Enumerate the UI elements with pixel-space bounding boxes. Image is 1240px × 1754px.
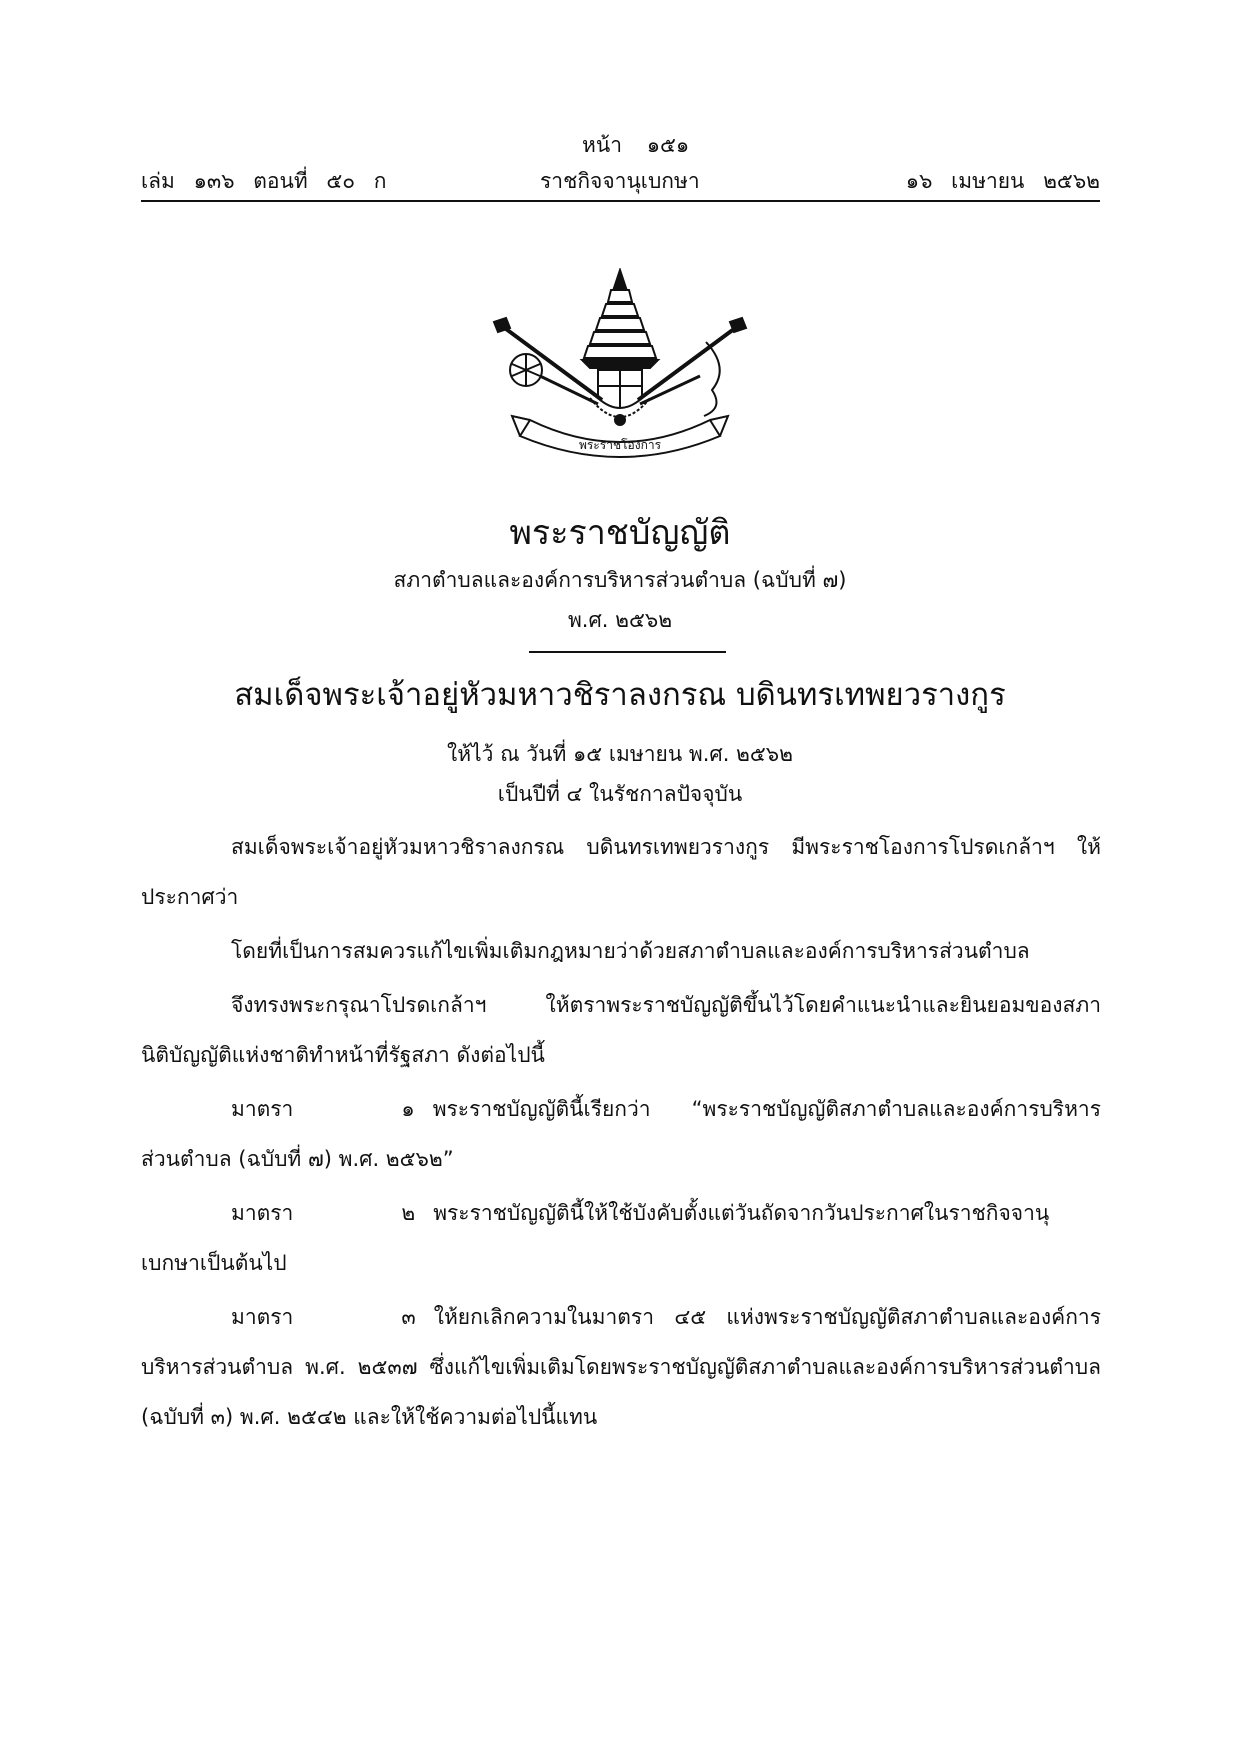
page-number: ๑๕๑: [646, 133, 690, 157]
volume-info: เล่ม ๑๓๖ ตอนที่ ๕๐ ก: [141, 169, 387, 193]
reason-paragraph: โดยที่เป็นการสมควรแก้ไขเพิ่มเติมกฎหมายว่าด้วยสภาตำบลและองค์การบริหารส่วนตำบล: [231, 939, 1030, 963]
section-number: ๓: [401, 1305, 416, 1329]
act-body: [141, 822, 1101, 1446]
given-date: ให้ไว้ ณ วันที่ ๑๕ เมษายน พ.ศ. ๒๕๖๒: [447, 742, 793, 766]
preamble-paragraph: สมเด็จพระเจ้าอยู่หัวมหาวชิราลงกรณ บดินทรเทพยวรางกูร มีพระราชโองการโปรดเกล้าฯ ให้ประกาศว่า: [141, 835, 1101, 909]
section-number: ๑: [401, 1097, 415, 1121]
section-text: ให้ยกเลิกความในมาตรา ๔๕ แห่งพระราชบัญญัติสภาตำบลและองค์การบริหารส่วนตำบล พ.ศ. ๒๕๓๗ ซึ่งแก้ไขเพิ่มเติมโดยพระราชบัญญัติสภาตำบลและองค์การบริหารส่วนตำบล (ฉบับที่ ๓) พ.ศ. ๒๕๔๒ และให้ใช้ความต่อไปนี้แทน: [141, 1305, 1101, 1429]
header-rule: [141, 200, 1100, 202]
section-text: พระราชบัญญัตินี้เรียกว่า “พระราชบัญญัติสภาตำบลและองค์การบริหารส่วนตำบล (ฉบับที่ ๗) พ.ศ. ๒๕๖๒”: [141, 1097, 1101, 1171]
section-label: มาตรา: [231, 1097, 294, 1121]
page-number-line: [582, 132, 689, 158]
enactment-paragraph: จึงทรงพระกรุณาโปรดเกล้าฯ ให้ตราพระราชบัญญัติขึ้นไว้โดยคำแนะนำและยินยอมของสภานิติบัญญัติแห่งชาติทำหน้าที่รัฐสภา ดังต่อไปนี้: [141, 993, 1101, 1067]
title-rule: [529, 651, 726, 653]
king-name: สมเด็จพระเจ้าอยู่หัวมหาวชิราลงกรณ บดินทรเทพยวรางกูร: [234, 677, 1006, 713]
section-number: ๒: [401, 1201, 416, 1225]
royal-emblem-icon: [490, 268, 750, 463]
section-label: มาตรา: [231, 1305, 294, 1329]
section-label: มาตรา: [231, 1201, 294, 1225]
page-label: หน้า: [582, 133, 622, 157]
gazette-name: ราชกิจจานุเบกษา: [540, 169, 700, 193]
reign-year: เป็นปีที่ ๔ ในรัชกาลปัจจุบัน: [497, 782, 743, 806]
gazette-date: ๑๖ เมษายน ๒๕๖๒: [905, 169, 1100, 193]
act-subtitle: สภาตำบลและองค์การบริหารส่วนตำบล (ฉบับที่ ๗): [393, 568, 847, 592]
section-2: [141, 1188, 1101, 1288]
section-3: [141, 1292, 1101, 1442]
act-title: พระราชบัญญัติ: [509, 513, 731, 553]
emblem-ribbon-text: พระราชโองการ: [578, 438, 662, 452]
act-year: พ.ศ. ๒๕๖๒: [567, 608, 673, 632]
section-1: [141, 1084, 1101, 1184]
section-text: พระราชบัญญัตินี้ให้ใช้บังคับตั้งแต่วันถัดจากวันประกาศในราชกิจจานุเบกษาเป็นต้นไป: [141, 1201, 1050, 1275]
